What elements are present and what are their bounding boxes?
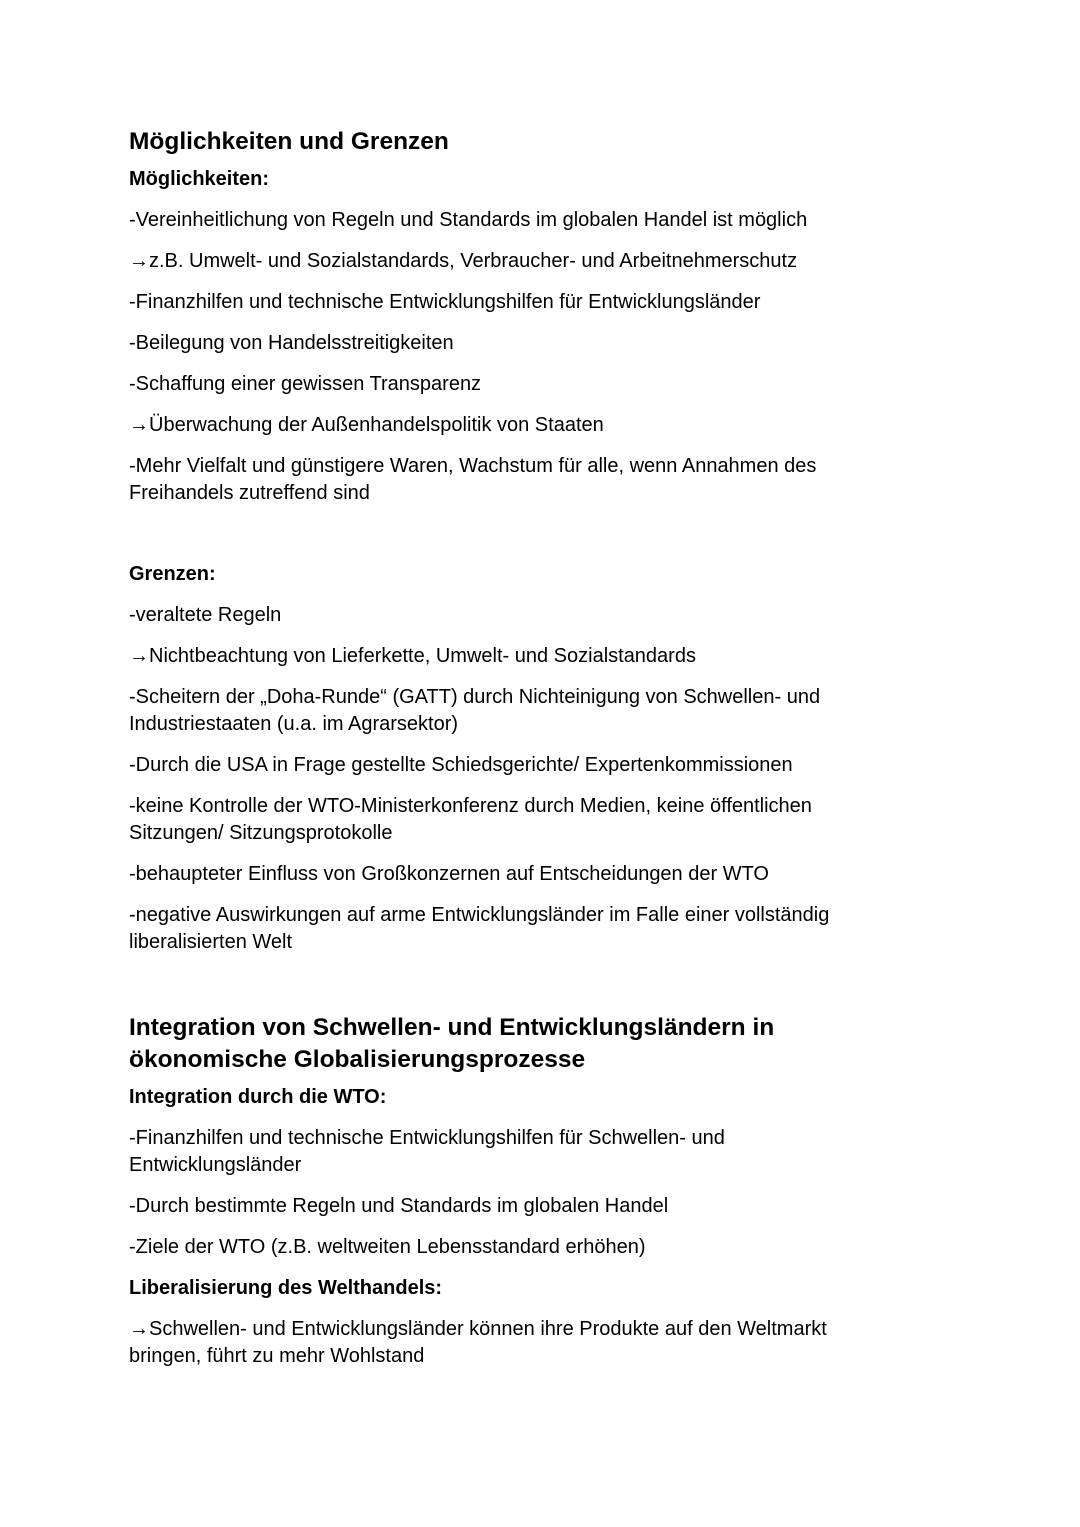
list-item: -negative Auswirkungen auf arme Entwicklungsländer im Falle einer vollständig liberalisierten Welt (129, 904, 830, 953)
list-item: -Durch die USA in Frage gestellte Schiedsgerichte/ Expertenkommissionen (129, 754, 793, 776)
list-item: -Schaffung einer gewissen Transparenz (129, 373, 482, 395)
list-item: →Nichtbeachtung von Lieferkette, Umwelt- und Sozialstandards (129, 645, 696, 667)
document-page (129, 126, 929, 1370)
list-item: →z.B. Umwelt- und Sozialstandards, Verbraucher- und Arbeitnehmerschutz (129, 250, 798, 272)
list-item: -Vereinheitlichung von Regeln und Standards im globalen Handel ist möglich (129, 209, 808, 231)
section-title-moeglichkeiten-grenzen: Möglichkeiten und Grenzen (129, 128, 449, 155)
list-item: -behaupteter Einfluss von Großkonzernen auf Entscheidungen der WTO (129, 863, 769, 885)
list-item: -veraltete Regeln (129, 604, 282, 626)
list-item: -Scheitern der „Doha-Runde“ (GATT) durch Nichteinigung von Schwellen- und Industriestaaten (u.a. im Agrarsektor) (129, 686, 821, 735)
heading-liberalisierung: Liberalisierung des Welthandels: (129, 1277, 443, 1299)
list-item: -Beilegung von Handelsstreitigkeiten (129, 332, 454, 354)
list-item: →Schwellen- und Entwicklungsländer können ihre Produkte auf den Weltmarkt bringen, führt zu mehr Wohlstand (129, 1318, 827, 1367)
section-title-integration: Integration von Schwellen- und Entwicklungsländern in ökonomische Globalisierungsprozesse (129, 1014, 775, 1073)
heading-grenzen: Grenzen: (129, 563, 216, 585)
list-item: →Überwachung der Außenhandelspolitik von Staaten (129, 414, 604, 436)
list-item: -Finanzhilfen und technische Entwicklungshilfen für Schwellen- und Entwicklungsländer (129, 1127, 725, 1176)
heading-moeglichkeiten: Möglichkeiten: (129, 168, 270, 190)
list-item: -Mehr Vielfalt und günstigere Waren, Wachstum für alle, wenn Annahmen des Freihandels zutreffend sind (129, 455, 817, 504)
list-item: -keine Kontrolle der WTO-Ministerkonferenz durch Medien, keine öffentlichen Sitzungen/ Sitzungsprotokolle (129, 795, 812, 844)
list-item: -Finanzhilfen und technische Entwicklungshilfen für Entwicklungsländer (129, 291, 761, 313)
list-item: -Durch bestimmte Regeln und Standards im globalen Handel (129, 1195, 669, 1217)
list-item: -Ziele der WTO (z.B. weltweiten Lebensstandard erhöhen) (129, 1236, 646, 1258)
heading-integration-wto: Integration durch die WTO: (129, 1086, 387, 1108)
